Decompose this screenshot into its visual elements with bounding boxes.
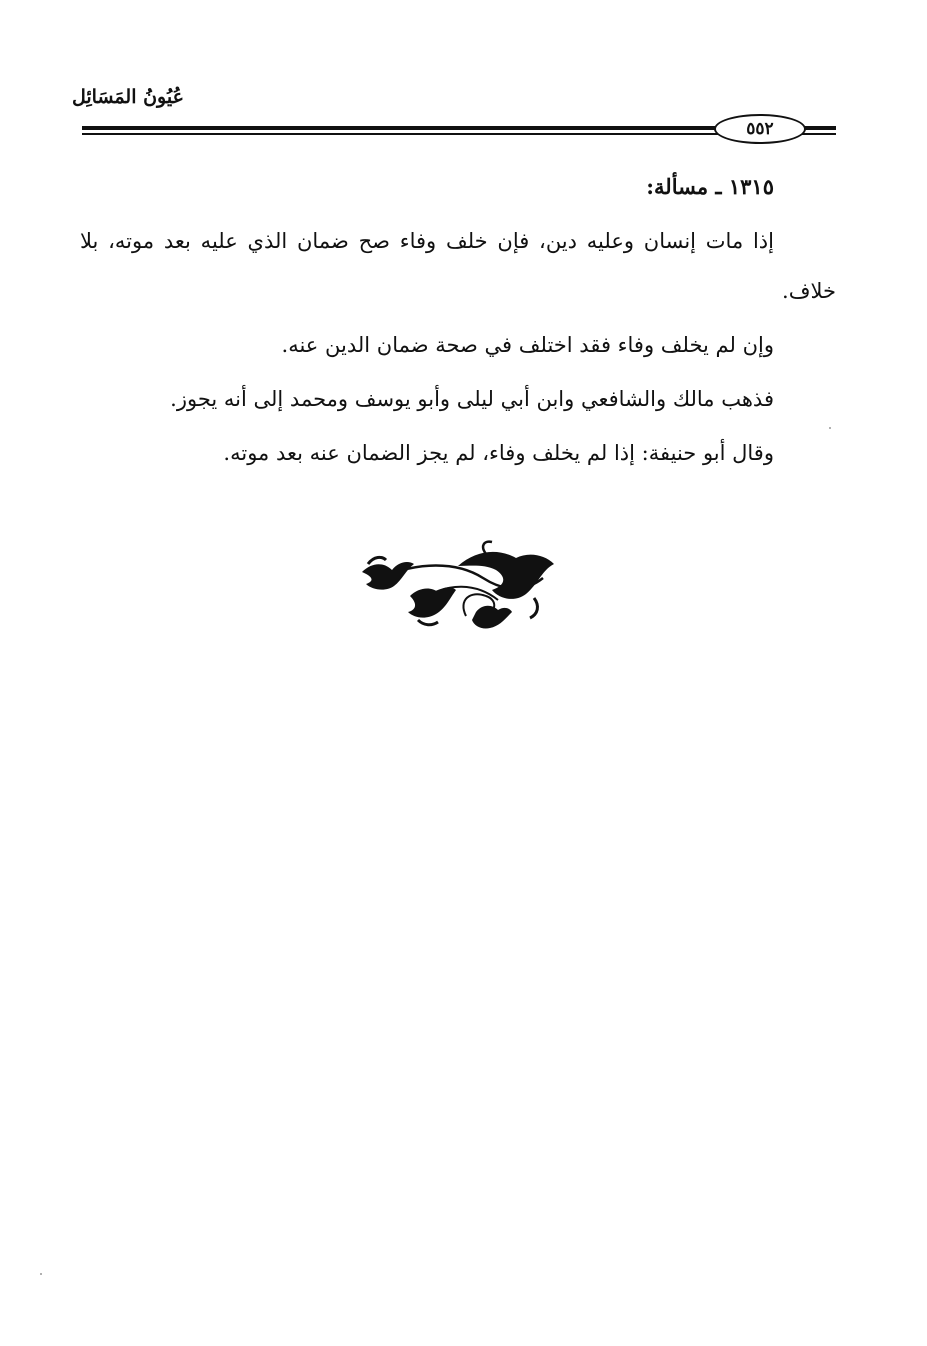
page-number: ٥٥٢ [714,114,806,144]
book-title: عُيُونُ المَسَائِل [72,86,184,108]
issue-heading: ١٣١٥ ـ مسألة: [646,174,774,199]
paragraph-4: وقال أبو حنيفة: إذا لم يخلف وفاء، لم يجز الضمان عنه بعد موته. [223,441,774,465]
paragraph-2: وإن لم يخلف وفاء فقد اختلف في صحة ضمان الدين عنه. [281,333,774,357]
paragraph-1: إذا مات إنسان وعليه دين، فإن خلف وفاء صح ضمان الذي عليه بعد موته، بلا خلاف. [80,229,836,303]
paragraph-3: فذهب مالك والشافعي وابن أبي ليلى وأبو يوسف ومحمد إلى أنه يجوز. [170,387,774,411]
page-body [80,162,836,482]
page-speck [40,1273,42,1275]
floral-tulip-ornament-icon [358,540,558,632]
page-speck [829,427,831,429]
